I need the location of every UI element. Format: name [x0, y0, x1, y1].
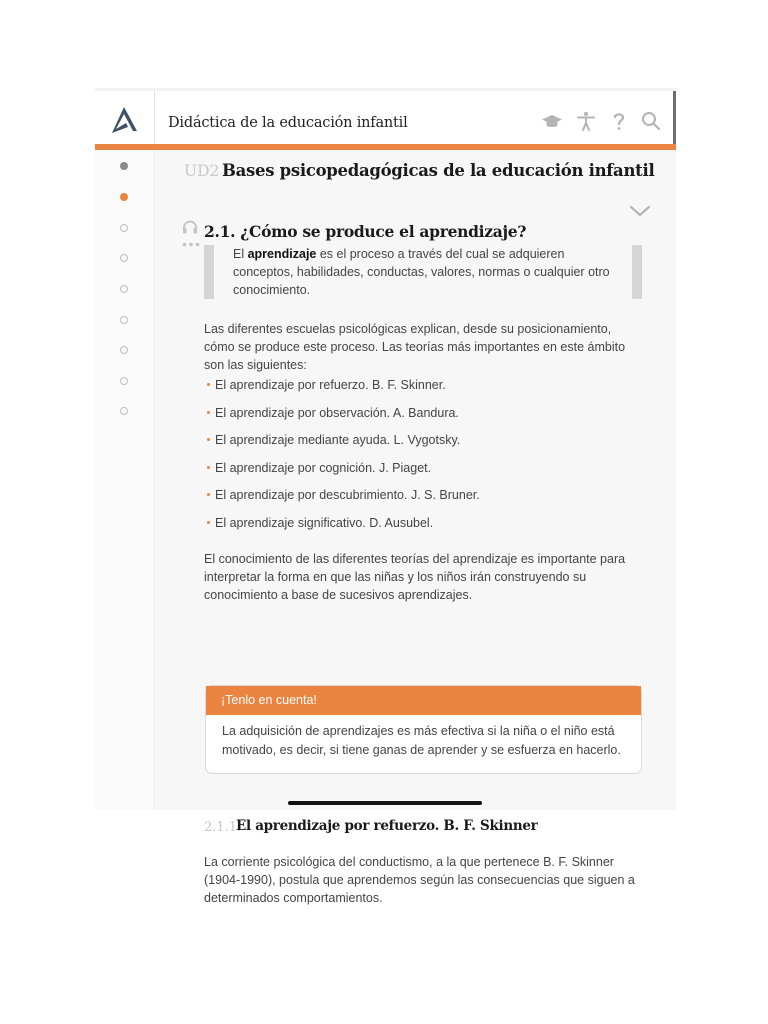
home-indicator[interactable]	[288, 801, 482, 805]
section-sidebar	[95, 150, 155, 810]
nav-dot-3[interactable]	[120, 224, 128, 232]
chevron-down-icon[interactable]	[629, 204, 651, 218]
nav-dot-9[interactable]	[120, 407, 128, 415]
unit-code: UD2	[184, 162, 220, 180]
nav-dot-1[interactable]	[120, 162, 128, 170]
nav-dot-6[interactable]	[120, 316, 128, 324]
tip-body: La adquisición de aprendizajes es más efectiva si la niña o el niño está motivado, es decir, si tiene ganas de aprender y se esfuerza en hacerlo.	[222, 724, 621, 757]
theories-list	[204, 378, 480, 543]
quote-keyword: aprendizaje	[247, 247, 317, 261]
list-item: El aprendizaje significativo. D. Ausubel.	[204, 516, 480, 544]
nav-dot-2-active[interactable]	[120, 193, 128, 201]
main-content	[155, 150, 676, 905]
nav-dot-5[interactable]	[120, 285, 128, 293]
list-item: El aprendizaje por observación. A. Bandura.	[204, 406, 480, 434]
quote-post: es el proceso a través del cual se adquieren conceptos, habilidades, conductas, valores, normas o cualquier otro conocimiento.	[233, 247, 610, 297]
list-item: El aprendizaje por refuerzo. B. F. Skinner.	[204, 378, 480, 406]
accessibility-icon[interactable]	[575, 110, 597, 132]
tip-heading: ¡Tenlo en cuenta!	[206, 686, 641, 715]
app-header	[95, 91, 676, 145]
help-icon[interactable]	[608, 110, 630, 132]
nav-dot-4[interactable]	[120, 254, 128, 262]
app-frame	[95, 88, 676, 905]
quote-pre: El	[233, 247, 248, 261]
definition-quote	[204, 245, 642, 299]
tip-box	[205, 685, 642, 774]
intro-paragraph: Las diferentes escuelas psicológicas explican, desde su posicionamiento, cómo se produce este proceso. Las teorías más importantes en este ámbito son las siguientes:	[204, 322, 626, 372]
nav-dot-7[interactable]	[120, 346, 128, 354]
search-icon[interactable]	[640, 110, 662, 132]
logo-icon	[109, 105, 139, 133]
app-title: Didáctica de la educación infantil	[168, 115, 408, 131]
subsection-number: 2.1.1.	[204, 820, 242, 835]
section-title: 2.1. ¿Cómo se produce el aprendizaje?	[204, 222, 527, 241]
graduation-cap-icon[interactable]	[541, 110, 563, 132]
list-item: El aprendizaje por cognición. J. Piaget.	[204, 461, 480, 489]
unit-title: Bases psicopedagógicas de la educación infantil	[222, 161, 655, 180]
nav-dot-8[interactable]	[120, 377, 128, 385]
skinner-paragraph: La corriente psicológica del conductismo, a la que pertenece B. F. Skinner (1904-1990), postula que aprendemos según las consecuencias que siguen a determinados comportamientos.	[204, 855, 635, 905]
conclusion-paragraph: El conocimiento de las diferentes teorías del aprendizaje es importante para interpretar la forma en que las niñas y los niños irán construyendo su conocimiento a base de sucesivos aprendizajes.	[204, 552, 626, 602]
list-item: El aprendizaje por descubrimiento. J. S. Bruner.	[204, 488, 480, 516]
more-options-icon[interactable]	[182, 242, 200, 247]
logo[interactable]	[95, 91, 155, 145]
subsection-title: El aprendizaje por refuerzo. B. F. Skinner	[236, 818, 538, 834]
list-item: El aprendizaje mediante ayuda. L. Vygotsky.	[204, 433, 480, 461]
headphones-icon[interactable]	[182, 220, 198, 234]
